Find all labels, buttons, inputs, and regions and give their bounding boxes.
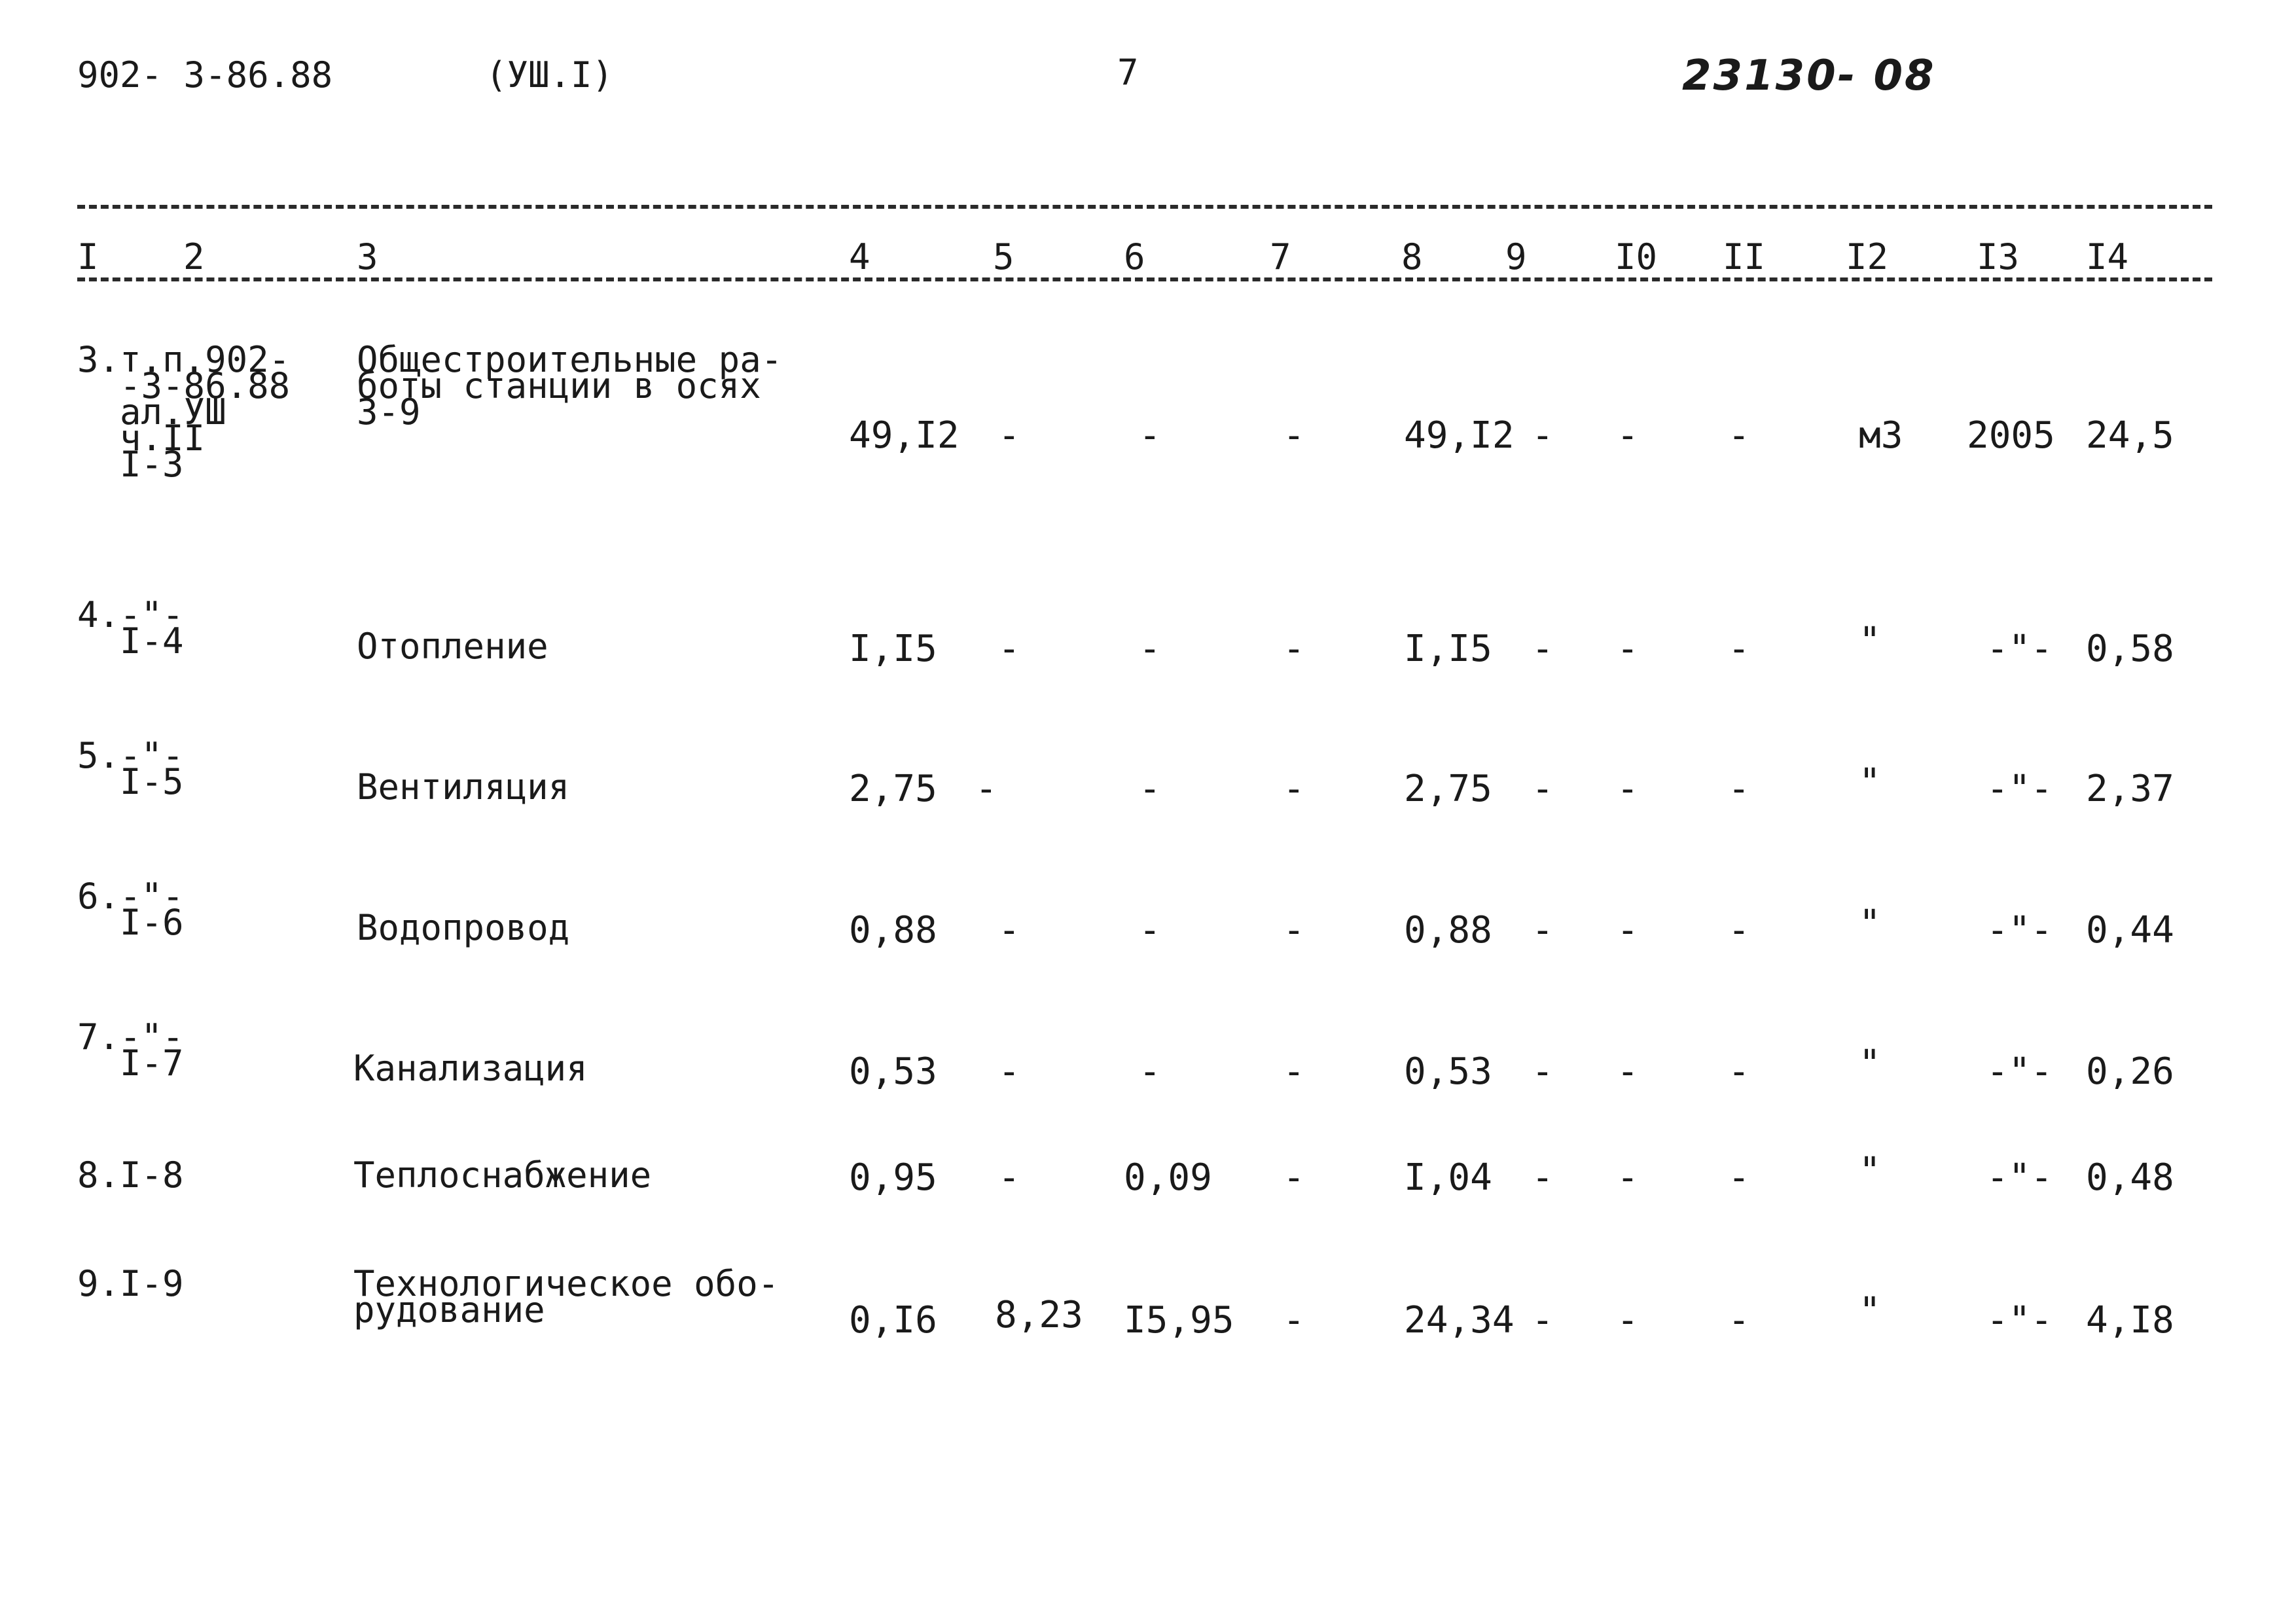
cell-col14: 2,37 [2086, 768, 2174, 810]
cell-col11: - [1728, 628, 1750, 670]
cell-col5: - [998, 1050, 1020, 1093]
row-description: Технологическое обо- рудование [353, 1263, 780, 1330]
cell-col7: - [1283, 414, 1305, 457]
cell-col11: - [1728, 414, 1750, 457]
cell-col5: 8,23 [995, 1294, 1083, 1336]
row-code: 6.-"- I-6 [77, 876, 184, 943]
cell-col12: " [1859, 761, 1881, 804]
cell-col12: м3 [1859, 414, 1903, 457]
cell-col8: 0,53 [1404, 1050, 1492, 1093]
cell-col10: - [1617, 1156, 1639, 1199]
cell-col6: I5,95 [1124, 1299, 1234, 1342]
row-description: Вентиляция [357, 766, 570, 808]
cell-col13: -"- [1986, 628, 2053, 670]
cell-col13: -"- [1986, 1050, 2053, 1093]
column-number: 8 [1401, 236, 1423, 277]
cell-col12: " [1859, 620, 1881, 662]
cell-col12: " [1859, 1290, 1881, 1332]
cell-col4: 0,53 [849, 1050, 937, 1093]
column-number: 2 [183, 236, 205, 277]
cell-col13: -"- [1986, 909, 2053, 952]
cell-col10: - [1617, 1050, 1639, 1093]
cell-col14: 0,26 [2086, 1050, 2174, 1093]
cell-col11: - [1728, 1299, 1750, 1342]
cell-col4: 2,75 [849, 768, 937, 810]
cell-col9: - [1532, 1050, 1554, 1093]
cell-col14: 0,48 [2086, 1156, 2174, 1199]
column-number: 5 [993, 236, 1014, 277]
cell-col6: - [1139, 628, 1161, 670]
row-description: Общестроительные ра- боты станции в осях 3-9 [357, 339, 783, 433]
cell-col5: - [998, 1156, 1020, 1199]
cell-col4: 0,95 [849, 1156, 937, 1199]
row-description: Отопление [357, 626, 548, 667]
cell-col10: - [1617, 1299, 1639, 1342]
cell-col7: - [1283, 628, 1305, 670]
column-number: 4 [849, 236, 870, 277]
cell-col5: - [998, 414, 1020, 457]
cell-col12: " [1859, 1150, 1881, 1192]
cell-col6: - [1139, 414, 1161, 457]
cell-col8: I,I5 [1404, 628, 1492, 670]
cell-col5: - [975, 768, 997, 810]
row-code: 8.I-8 [77, 1154, 184, 1196]
document-number: 902- 3-86.88 [77, 54, 333, 96]
column-number: II [1723, 236, 1766, 277]
cell-col6: - [1139, 909, 1161, 952]
table-top-rule [77, 205, 2212, 209]
column-number: 3 [357, 236, 378, 277]
column-number: 9 [1505, 236, 1527, 277]
cell-col6: - [1139, 1050, 1161, 1093]
cell-col6: 0,09 [1124, 1156, 1212, 1199]
inventory-number: 23130- 08 [1682, 52, 1936, 100]
row-code: 5.-"- I-5 [77, 735, 184, 802]
cell-col10: - [1617, 909, 1639, 952]
album-number: (УШ.I) [486, 54, 614, 96]
cell-col9: - [1532, 1299, 1554, 1342]
cell-col4: 0,I6 [849, 1299, 937, 1342]
cell-col9: - [1532, 768, 1554, 810]
cell-col13: -"- [1986, 1156, 2053, 1199]
cell-col7: - [1283, 1299, 1305, 1342]
column-number: 6 [1124, 236, 1145, 277]
row-description: Теплоснабжение [353, 1154, 652, 1196]
row-code: 7.-"- I-7 [77, 1016, 184, 1084]
cell-col12: " [1859, 1043, 1881, 1085]
row-description: Канализация [353, 1048, 588, 1089]
cell-col7: - [1283, 1050, 1305, 1093]
cell-col11: - [1728, 1156, 1750, 1199]
cell-col10: - [1617, 768, 1639, 810]
cell-col9: - [1532, 414, 1554, 457]
cell-col9: - [1532, 909, 1554, 952]
cell-col7: - [1283, 1156, 1305, 1199]
cell-col11: - [1728, 1050, 1750, 1093]
column-number: I0 [1615, 236, 1658, 277]
cell-col5: - [998, 909, 1020, 952]
cell-col8: 0,88 [1404, 909, 1492, 952]
cell-col8: 2,75 [1404, 768, 1492, 810]
cell-col14: 0,58 [2086, 628, 2174, 670]
row-code: 4.-"- I-4 [77, 594, 184, 662]
cell-col12: " [1859, 902, 1881, 945]
cell-col5: - [998, 628, 1020, 670]
column-number: I [77, 236, 99, 277]
row-description: Водопровод [357, 907, 570, 948]
cell-col7: - [1283, 768, 1305, 810]
cell-col4: I,I5 [849, 628, 937, 670]
cell-col10: - [1617, 628, 1639, 670]
column-number: I4 [2086, 236, 2129, 277]
header-bottom-rule [77, 277, 2212, 281]
cell-col9: - [1532, 1156, 1554, 1199]
cell-col14: 4,I8 [2086, 1299, 2174, 1342]
row-code: 9.I-9 [77, 1263, 184, 1304]
cell-col13: -"- [1986, 1299, 2053, 1342]
cell-col9: - [1532, 628, 1554, 670]
column-number: I2 [1846, 236, 1889, 277]
cell-col8: I,04 [1404, 1156, 1492, 1199]
cell-col8: 49,I2 [1404, 414, 1515, 457]
cell-col7: - [1283, 909, 1305, 952]
cell-col4: 49,I2 [849, 414, 960, 457]
cell-col13: 2005 [1967, 414, 2055, 457]
cell-col14: 24,5 [2086, 414, 2174, 457]
column-number: I3 [1977, 236, 2020, 277]
cell-col4: 0,88 [849, 909, 937, 952]
column-number: 7 [1270, 236, 1291, 277]
cell-col10: - [1617, 414, 1639, 457]
cell-col13: -"- [1986, 768, 2053, 810]
page-number: 7 [1117, 52, 1139, 93]
cell-col14: 0,44 [2086, 909, 2174, 952]
row-code: 3.т.п.902- -3-86.88 ал.УШ ч.II I-3 [77, 339, 291, 485]
cell-col11: - [1728, 909, 1750, 952]
cell-col6: - [1139, 768, 1161, 810]
cell-col11: - [1728, 768, 1750, 810]
cell-col8: 24,34 [1404, 1299, 1515, 1342]
